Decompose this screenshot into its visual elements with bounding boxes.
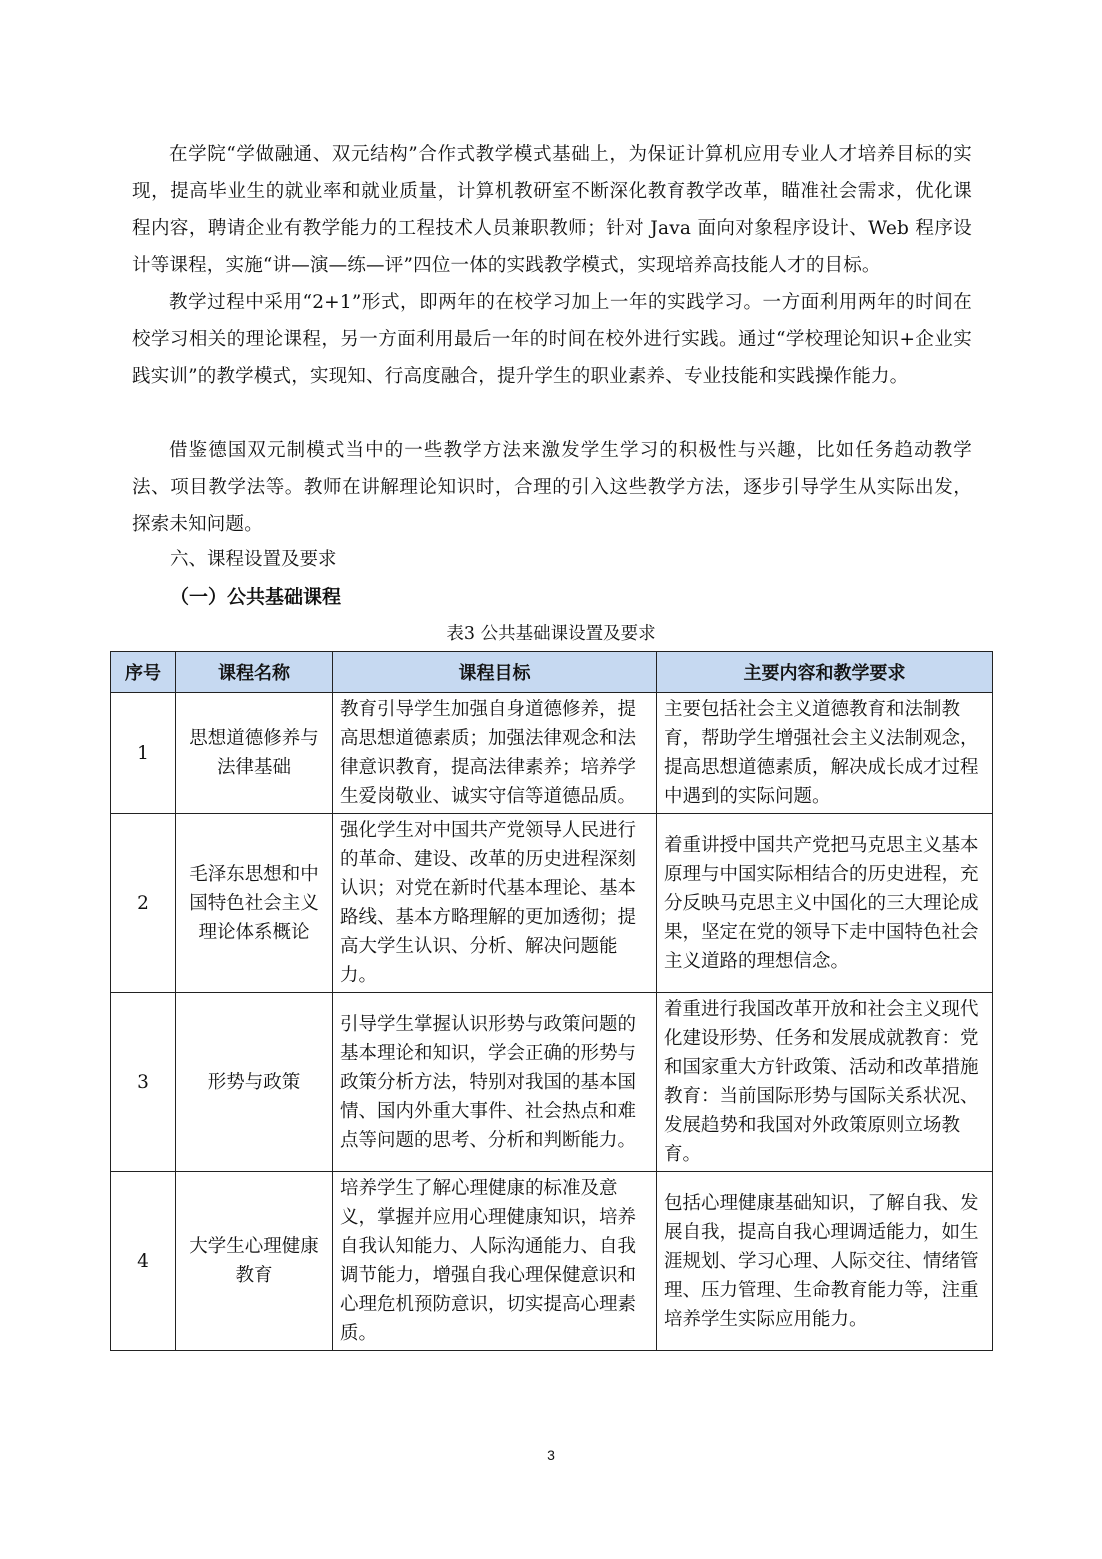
cell-course-name: 思想道德修养与法律基础 xyxy=(176,693,333,814)
subsection-heading: （一）公共基础课程 xyxy=(170,586,342,608)
cell-course-name: 毛泽东思想和中国特色社会主义理论体系概论 xyxy=(176,814,333,993)
cell-no: 4 xyxy=(111,1172,176,1351)
table-row xyxy=(111,993,993,1172)
cell-no: 2 xyxy=(111,814,176,993)
header-course-name: 课程名称 xyxy=(176,652,333,693)
paragraph-text: 在学院“学做融通、双元结构”合作式教学模式基础上，为保证计算机应用专业人才培养目标的实现，提高毕业生的就业率和就业质量，计算机教研室不断深化教育教学改革，瞄准社会需求，优化课程内容，聘请企业有教学能力的工程技术人员兼职教师；针对 Java 面向对象程序设计、Web 程序设计等课程，实施“讲—演—练—评”四位一体的实践教学模式，实现培养高技能人才的目标。 xyxy=(132,144,972,276)
cell-course-goal: 强化学生对中国共产党领导人民进行的革命、建设、改革的历史进程深刻认识；对党在新时代基本理论、基本路线、基本方略理解的更加透彻；提高大学生认识、分析、解决问题能力。 xyxy=(333,814,657,993)
paragraph-dual-system xyxy=(132,432,972,543)
table-caption: 表3 公共基础课设置及要求 xyxy=(446,624,656,644)
section-heading: 六、课程设置及要求 xyxy=(170,549,337,570)
table-row xyxy=(111,693,993,814)
course-table xyxy=(110,651,993,1351)
paragraph-text: 借鉴德国双元制模式当中的一些教学方法来激发学生学习的积极性与兴趣，比如任务趋动教学法、项目教学法等。教师在讲解理论知识时，合理的引入这些教学方法，逐步引导学生从实际出发，探索未知问题。 xyxy=(132,440,972,535)
header-course-content: 主要内容和教学要求 xyxy=(657,652,993,693)
cell-course-content: 着重讲授中国共产党把马克思主义基本原理与中国实际相结合的历史进程，充分反映马克思主义中国化的三大理论成果，坚定在党的领导下走中国特色社会主义道路的理想信念。 xyxy=(657,814,993,993)
cell-no: 1 xyxy=(111,693,176,814)
cell-course-content: 包括心理健康基础知识，了解自我、发展自我，提高自我心理调适能力，如生涯规划、学习心理、人际交往、情绪管理、压力管理、生命教育能力等，注重培养学生实际应用能力。 xyxy=(657,1172,993,1351)
cell-course-name: 大学生心理健康教育 xyxy=(176,1172,333,1351)
cell-course-content: 着重进行我国改革开放和社会主义现代化建设形势、任务和发展成就教育：党和国家重大方针政策、活动和改革措施教育：当前国际形势与国际关系状况、发展趋势和我国对外政策原则立场教育。 xyxy=(657,993,993,1172)
paragraph-teaching-mode xyxy=(132,136,972,284)
header-course-goal: 课程目标 xyxy=(333,652,657,693)
cell-course-goal: 教育引导学生加强自身道德修养，提高思想道德素质；加强法律观念和法律意识教育，提高法律素养；培养学生爱岗敬业、诚实守信等道德品质。 xyxy=(333,693,657,814)
table-row xyxy=(111,814,993,993)
cell-course-content: 主要包括社会主义道德教育和法制教育，帮助学生增强社会主义法制观念，提高思想道德素质，解决成长成才过程中遇到的实际问题。 xyxy=(657,693,993,814)
table-header-row xyxy=(111,652,993,693)
cell-course-goal: 引导学生掌握认识形势与政策问题的基本理论和知识，学会正确的形势与政策分析方法，特别对我国的基本国情、国内外重大事件、社会热点和难点等问题的思考、分析和判断能力。 xyxy=(333,993,657,1172)
cell-course-goal: 培养学生了解心理健康的标准及意义，掌握并应用心理健康知识，培养自我认知能力、人际沟通能力、自我调节能力，增强自我心理保健意识和心理危机预防意识，切实提高心理素质。 xyxy=(333,1172,657,1351)
paragraph-2plus1 xyxy=(132,284,972,395)
paragraph-text: 教学过程中采用“2+1”形式，即两年的在校学习加上一年的实践学习。一方面利用两年的时间在校学习相关的理论课程，另一方面利用最后一年的时间在校外进行实践。通过“学校理论知识+企业实践实训”的教学模式，实现知、行高度融合，提升学生的职业素养、专业技能和实践操作能力。 xyxy=(132,292,972,387)
cell-no: 3 xyxy=(111,993,176,1172)
header-no: 序号 xyxy=(111,652,176,693)
page-number: 3 xyxy=(547,1447,555,1463)
table-row xyxy=(111,1172,993,1351)
cell-course-name: 形势与政策 xyxy=(176,993,333,1172)
